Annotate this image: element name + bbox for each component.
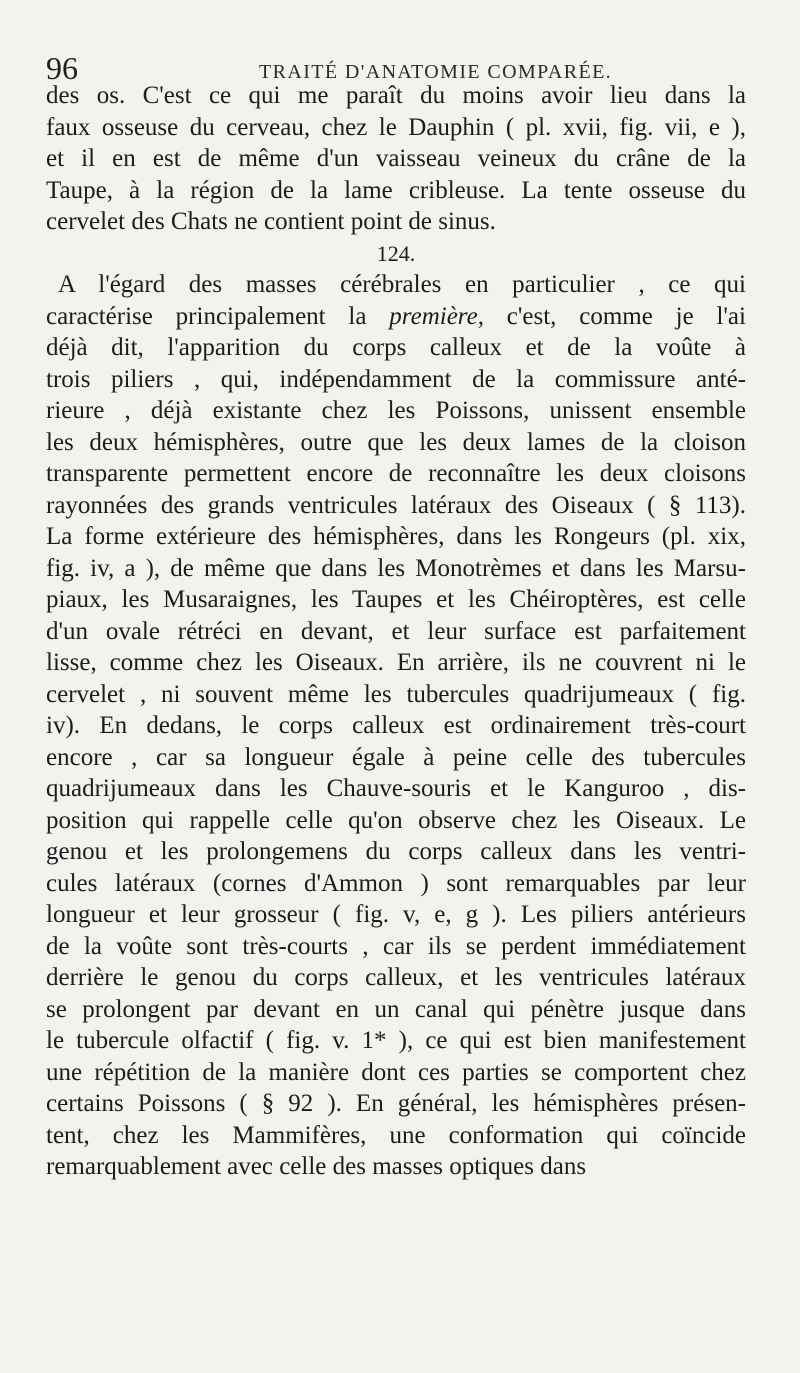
text-line: des os. C'est ce qui me paraît du moins avoir lieu dans la [46,82,746,109]
running-head: TRAITÉ D'ANATOMIE COMPARÉE. [259,61,613,83]
text-line: et il en est de même d'un vaisseau veineux du crâne de la [46,145,746,172]
text-line: lisse, comme chez les Oiseaux. En arrière, ils ne couvrent ni le [46,649,746,676]
text-line: de la voûte sont très-courts , car ils se perdent immédiatement [46,932,746,960]
text-line: Taupe, à la région de la lame cribleuse. La tente osseuse du [46,176,746,204]
body-text [46,80,746,1183]
text-line: le tubercule olfactif ( fig. v. 1* ), ce qui est bien manifestement [46,1027,746,1054]
text-line: remarquablement avec celle des masses optiques dans [46,1153,587,1180]
text-line: quadrijumeaux dans les Chauve-souris et le Kanguroo , dis- [46,775,746,802]
text-line: cervelet des Chats ne contient point de sinus. [46,208,496,235]
emphasized-word: première, [389,302,484,330]
text-line: faux osseuse du cerveau, chez le Dauphin ( pl. xvii, fig. vii, e ), [46,113,746,141]
text-line: genou et les prolongemens du corps calleux dans les ventri- [46,838,746,865]
text-line: caractérise principalement la première, c'est, comme je l'ai [46,302,746,330]
text-line: tent, chez les Mammifères, une conformation qui coïncide [46,1121,746,1149]
text-line: d'un ovale rétréci en devant, et leur surface est parfaitement [46,617,746,645]
text-line: rayonnées des grands ventricules latéraux des Oiseaux ( § 113). [46,491,746,519]
text-line: cules latéraux (cornes d'Ammon ) sont remarquables par leur [46,869,746,897]
text-line: rieure , déjà existante chez les Poissons, unissent ensemble [46,397,746,424]
text-line: transparente permettent encore de reconnaître les deux cloisons [46,460,746,487]
text-line: les deux hémisphères, outre que les deux lames de la cloison [46,428,746,456]
text-line: certains Poissons ( § 92 ). En général, les hémisphères présen- [46,1090,746,1117]
text-line: déjà dit, l'apparition du corps calleux et de la voûte à [46,334,746,361]
text-line: derrière le genou du corps calleux, et les ventricules latéraux [46,964,746,991]
text-line: encore , car sa longueur égale à peine celle des tubercules [46,743,746,771]
text-line: piaux, les Musaraignes, les Taupes et les Chéiroptères, est celle [46,586,746,613]
text-line: position qui rappelle celle qu'on observe chez les Oiseaux. Le [46,806,746,834]
text-line: se prolongent par devant en un canal qui pénètre jusque dans [46,995,746,1023]
page-number: 96 [46,50,78,86]
text-line: trois piliers , qui, indépendamment de la commissure anté- [46,365,746,393]
section-number: 124. [376,240,416,266]
text-line: cervelet , ni souvent même les tubercules quadrijumeaux ( fig. [46,680,746,708]
text-line: longueur et leur grosseur ( fig. v, e, g ). Les piliers antérieurs [46,901,746,928]
text-line: A l'égard des masses cérébrales en particulier , ce qui [58,271,746,298]
text-line: une répétition de la manière dont ces parties se comportent chez [46,1058,746,1086]
text-line: fig. iv, a ), de même que dans les Monotrèmes et dans les Marsu- [46,554,746,582]
text-line: La forme extérieure des hémisphères, dans les Rongeurs (pl. xix, [46,523,746,550]
text-line: iv). En dedans, le corps calleux est ordinairement très-court [46,712,746,739]
